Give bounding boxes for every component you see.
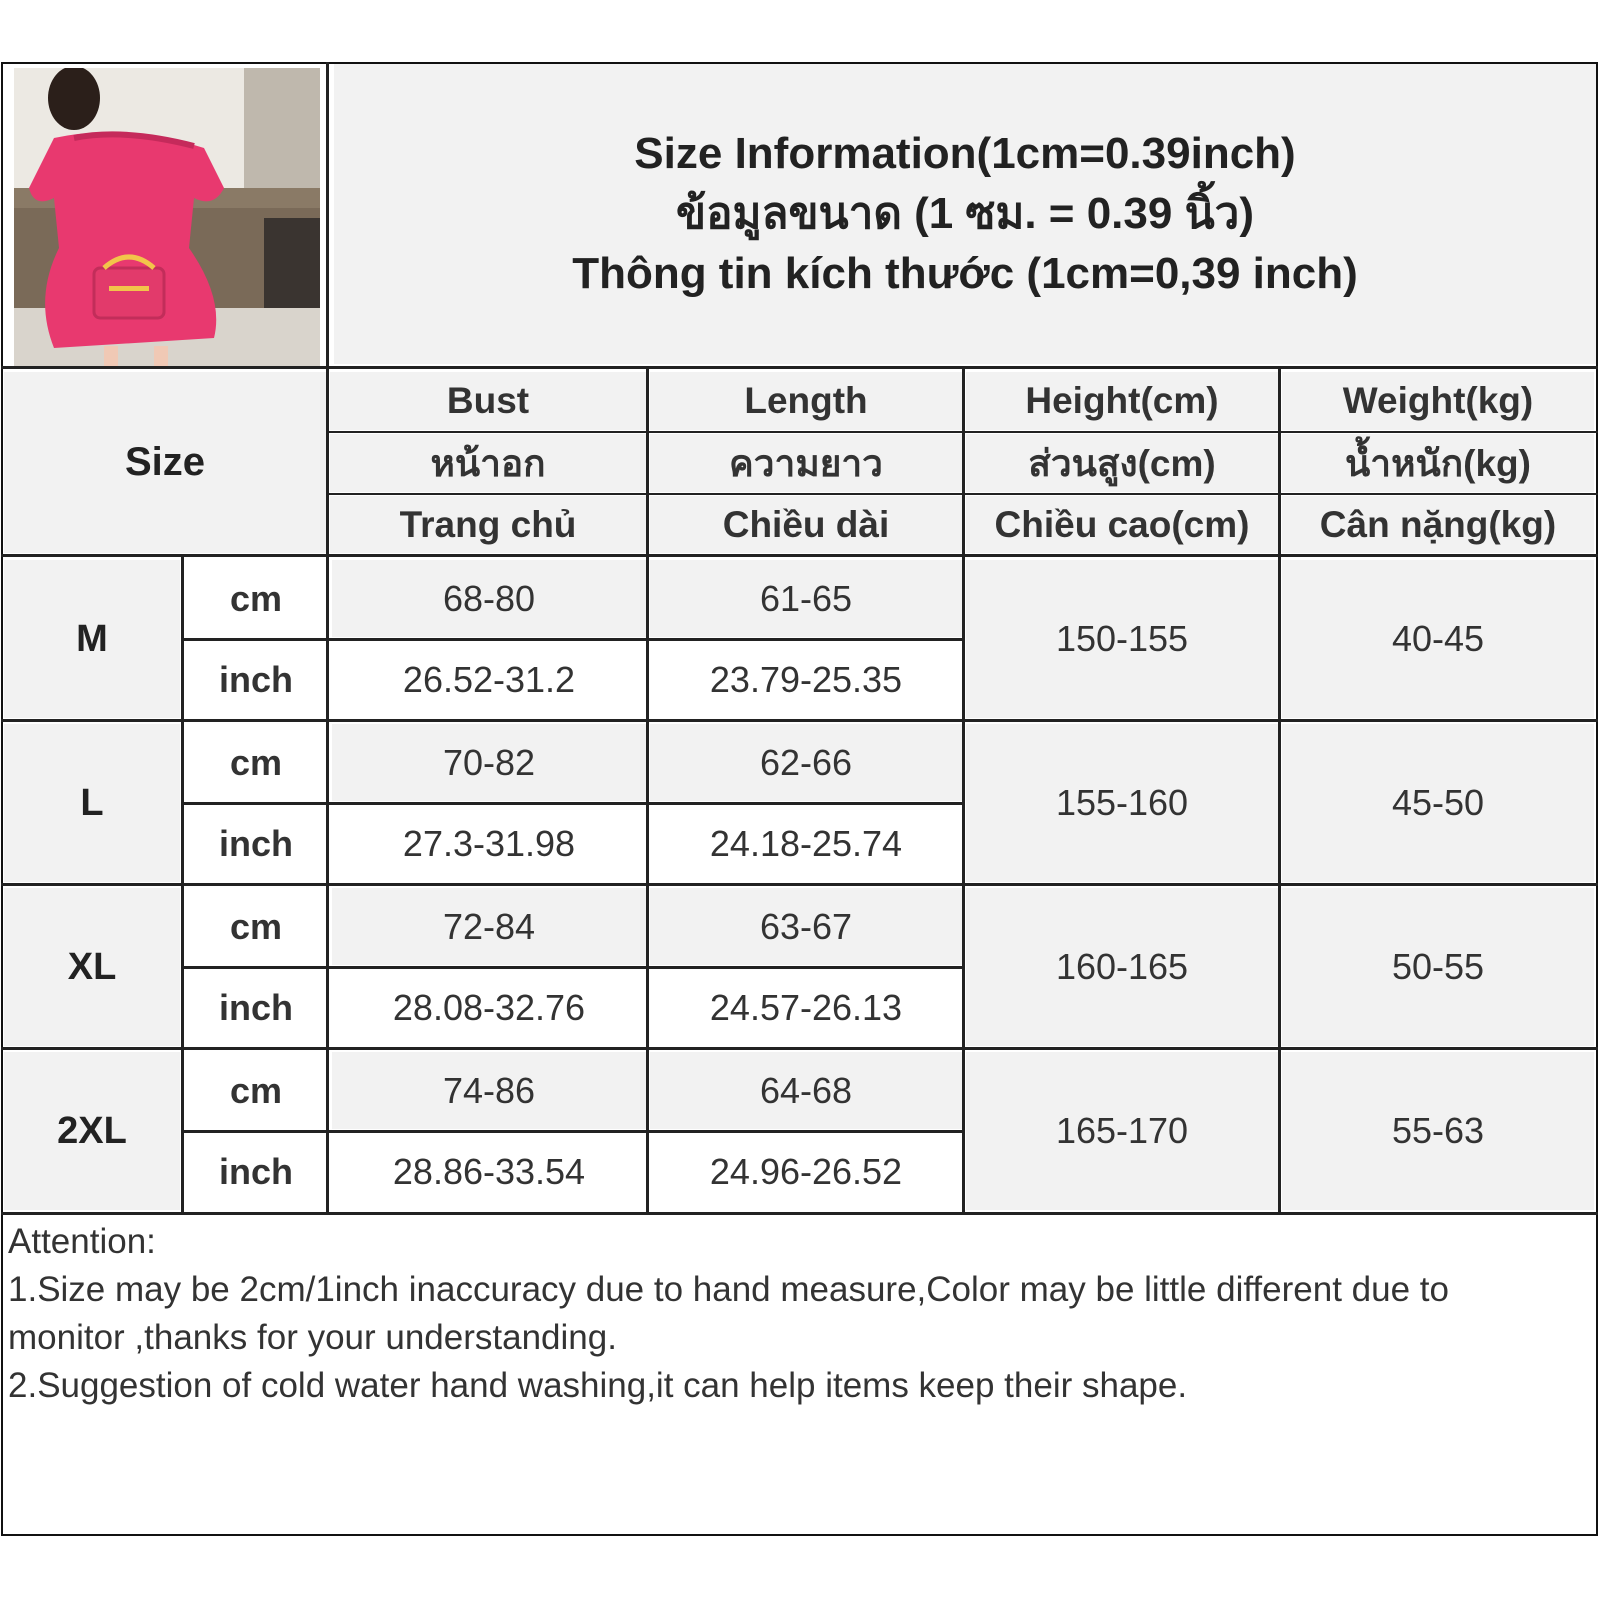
notes-line: 1.Size may be 2cm/1inch inaccuracy due to hand measure,Color may be little different due to bbox=[8, 1270, 1449, 1309]
weight-m: 40-45 bbox=[1282, 560, 1594, 718]
notes-heading: Attention: bbox=[8, 1222, 156, 1261]
col-weight-vi: Cân nặng(kg) bbox=[1282, 496, 1594, 553]
col-weight-th: น้ำหนัก(kg) bbox=[1282, 434, 1594, 492]
weight-l: 45-50 bbox=[1282, 724, 1594, 882]
title-thai: ข้อมูลขนาด (1 ซม. = 0.39 นิ้ว) bbox=[675, 189, 1254, 238]
col-length-vi: Chiều dài bbox=[650, 496, 962, 553]
length-cm-m: 61-65 bbox=[650, 560, 962, 637]
col-height-th: ส่วนสูง(cm) bbox=[966, 434, 1278, 492]
col-height-en: Height(cm) bbox=[966, 372, 1278, 430]
bust-cm-m: 68-80 bbox=[332, 560, 646, 637]
weight-xl: 50-55 bbox=[1282, 888, 1594, 1046]
size-label-2xl: 2XL bbox=[4, 1052, 180, 1210]
height-2xl: 165-170 bbox=[966, 1052, 1278, 1210]
unit-cm: cm bbox=[186, 724, 326, 801]
col-length-th: ความยาว bbox=[650, 434, 962, 492]
size-header: Size bbox=[4, 372, 326, 553]
size-label-m: M bbox=[4, 560, 180, 718]
grid-line bbox=[184, 802, 964, 805]
bust-inch-xl: 28.08-32.76 bbox=[332, 970, 646, 1046]
unit-cm: cm bbox=[186, 1052, 326, 1129]
unit-inch: inch bbox=[186, 970, 326, 1046]
col-bust-vi: Trang chủ bbox=[330, 496, 646, 553]
col-weight-en: Weight(kg) bbox=[1282, 372, 1594, 430]
unit-cm: cm bbox=[186, 888, 326, 965]
grid-line bbox=[1, 366, 1598, 369]
unit-inch: inch bbox=[186, 642, 326, 718]
product-photo bbox=[14, 68, 320, 366]
unit-inch: inch bbox=[186, 1134, 326, 1210]
unit-inch: inch bbox=[186, 806, 326, 882]
bust-cm-l: 70-82 bbox=[332, 724, 646, 801]
height-xl: 160-165 bbox=[966, 888, 1278, 1046]
col-height-vi: Chiều cao(cm) bbox=[966, 496, 1278, 553]
height-m: 150-155 bbox=[966, 560, 1278, 718]
title-vietnamese: Thông tin kích thước (1cm=0,39 inch) bbox=[572, 249, 1358, 298]
notes-line: monitor ,thanks for your understanding. bbox=[8, 1318, 617, 1357]
grid-line bbox=[1278, 366, 1281, 1214]
grid-line bbox=[962, 366, 965, 1214]
bust-inch-m: 26.52-31.2 bbox=[332, 642, 646, 718]
length-cm-xl: 63-67 bbox=[650, 888, 962, 965]
col-length-en: Length bbox=[650, 372, 962, 430]
title-english: Size Information(1cm=0.39inch) bbox=[634, 129, 1296, 178]
bust-inch-l: 27.3-31.98 bbox=[332, 806, 646, 882]
grid-line bbox=[1, 883, 1598, 886]
grid-line bbox=[1, 1047, 1598, 1050]
length-cm-2xl: 64-68 bbox=[650, 1052, 962, 1129]
bust-cm-2xl: 74-86 bbox=[332, 1052, 646, 1129]
product-photo-illustration bbox=[14, 68, 320, 366]
weight-2xl: 55-63 bbox=[1282, 1052, 1594, 1210]
length-inch-xl: 24.57-26.13 bbox=[650, 970, 962, 1046]
grid-line bbox=[1, 1212, 1598, 1215]
col-bust-en: Bust bbox=[330, 372, 646, 430]
attention-notes bbox=[8, 1218, 1588, 1410]
size-label-xl: XL bbox=[4, 888, 180, 1046]
grid-line bbox=[184, 966, 964, 969]
grid-line bbox=[181, 554, 184, 1214]
notes-line: 2.Suggestion of cold water hand washing,it can help items keep their shape. bbox=[8, 1366, 1188, 1405]
size-label-l: L bbox=[4, 724, 180, 882]
grid-line bbox=[1, 719, 1598, 722]
grid-line bbox=[184, 1130, 964, 1133]
title-block bbox=[334, 64, 1596, 364]
grid-line bbox=[646, 366, 649, 1214]
bust-inch-2xl: 28.86-33.54 bbox=[332, 1134, 646, 1210]
grid-line bbox=[184, 638, 964, 641]
height-l: 155-160 bbox=[966, 724, 1278, 882]
length-inch-2xl: 24.96-26.52 bbox=[650, 1134, 962, 1210]
grid-line bbox=[1, 554, 1598, 557]
length-inch-m: 23.79-25.35 bbox=[650, 642, 962, 718]
col-bust-th: หน้าอก bbox=[330, 434, 646, 492]
bust-cm-xl: 72-84 bbox=[332, 888, 646, 965]
length-cm-l: 62-66 bbox=[650, 724, 962, 801]
length-inch-l: 24.18-25.74 bbox=[650, 806, 962, 882]
unit-cm: cm bbox=[186, 560, 326, 637]
